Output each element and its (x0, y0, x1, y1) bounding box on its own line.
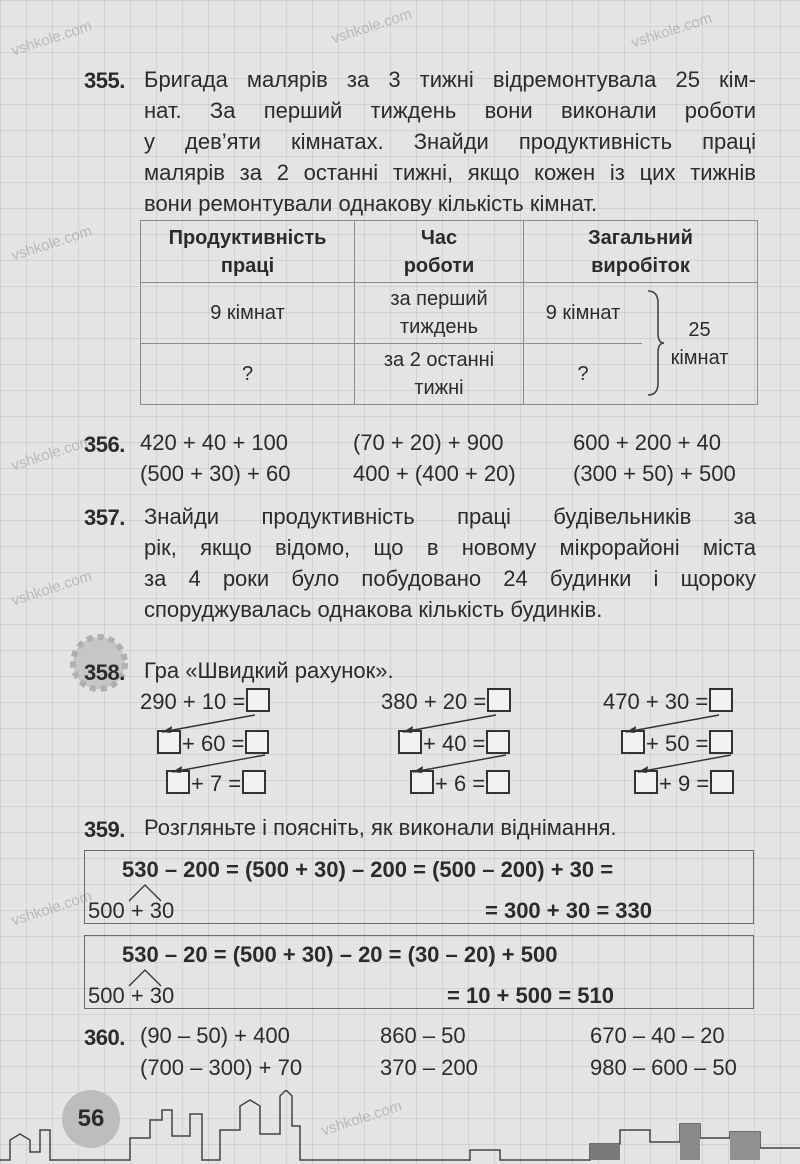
split-text: 500 + 30 (88, 983, 175, 1008)
watermark: vshkole.com (9, 432, 94, 475)
header-cell: Продуктивність праці (141, 221, 355, 283)
chain-start: 380 + 20 = (381, 688, 512, 715)
text-line: малярів за 2 останні тижні, якщо кожен із цих тижнів (144, 160, 756, 185)
result-line: = 300 + 30 = 330 (485, 898, 652, 923)
example-box (84, 935, 754, 1009)
total-cell: 25 кімнат (642, 283, 758, 405)
page-number: 56 (62, 1090, 120, 1148)
watermark: vshkole.com (629, 9, 714, 52)
watermark: vshkole.com (9, 567, 94, 610)
watermark: vshkole.com (329, 5, 414, 48)
table-cell: 9 кімнат (141, 283, 355, 344)
brace-icon (644, 289, 666, 397)
text-line: вони ремонтували однакову кількість кімнат. (144, 191, 598, 216)
watermark: vshkole.com (9, 887, 94, 930)
expression: 670 – 40 – 20 (590, 1023, 725, 1048)
watermark: vshkole.com (9, 17, 94, 60)
text-line: нат. За перший тиждень вони виконали роботи (144, 98, 756, 123)
skyline-decoration (0, 1090, 800, 1164)
chain-step: + 6 = (409, 770, 511, 797)
arrow-icon (150, 712, 260, 736)
result-line: = 10 + 500 = 510 (447, 983, 614, 1008)
chain-step: + 7 = (165, 770, 267, 797)
expression: 600 + 200 + 40 (573, 430, 722, 455)
exercise-number: 360. (84, 1025, 125, 1050)
watermark: vshkole.com (319, 1097, 404, 1140)
exercise-number: 357. (84, 505, 125, 530)
table-cell: ? (141, 344, 355, 405)
answer-box[interactable] (709, 688, 733, 712)
chain-step: + 50 = (620, 730, 734, 757)
expression: 400 + (400 + 20) (353, 461, 516, 486)
text-line: у дев’яти кімнатах. Знайди продуктивність праці (144, 129, 756, 154)
exercise-title: Гра «Швидкий рахунок». (144, 658, 394, 683)
productivity-table (140, 220, 758, 405)
table-cell: 9 кімнат (524, 283, 643, 344)
exercise-number: 355. (84, 68, 125, 93)
arrow-icon (391, 712, 501, 736)
exercise-text (144, 501, 756, 625)
example-line: 530 – 20 = (500 + 30) – 20 = (30 – 20) + 500 (122, 942, 558, 967)
chain-step: + 9 = (633, 770, 735, 797)
answer-box[interactable] (246, 688, 270, 712)
arrow-icon (401, 752, 511, 776)
text-line: за 4 роки було побудовано 24 будинки і щороку (144, 566, 756, 591)
split-text: 500 + 30 (88, 898, 175, 923)
text-line: рік, якщо відомо, що в новому мікрорайоні міста (144, 535, 756, 560)
chain-step: + 60 = (156, 730, 270, 757)
expression: (500 + 30) + 60 (140, 461, 291, 486)
answer-box[interactable] (487, 688, 511, 712)
expression: (700 – 300) + 70 (140, 1055, 303, 1080)
chain-start: 290 + 10 = (140, 688, 271, 715)
expression: (90 – 50) + 400 (140, 1023, 290, 1048)
header-cell: Час роботи (355, 221, 524, 283)
example-line: 530 – 200 = (500 + 30) – 200 = (500 – 200) + 30 = (122, 857, 614, 882)
expression: (300 + 50) + 500 (573, 461, 736, 486)
expression: 420 + 40 + 100 (140, 430, 289, 455)
text-line: Знайди продуктивність праці будівельників за (144, 504, 756, 529)
header-cell: Загальний виробіток (524, 221, 758, 283)
chain-start: 470 + 30 = (603, 688, 734, 715)
exercise-number: 358. (84, 660, 125, 685)
expression: 860 – 50 (380, 1023, 466, 1048)
chain-step: + 40 = (397, 730, 511, 757)
exercise-number: 356. (84, 432, 125, 457)
text-line: споруджувалась однакова кількість будинків. (144, 597, 603, 622)
watermark: vshkole.com (9, 222, 94, 265)
example-box (84, 850, 754, 924)
table-cell: за перший тиждень (355, 283, 524, 344)
text-line: Бригада малярів за 3 тижні відремонтувала 25 кім- (144, 67, 756, 92)
exercise-title: Розгляньте і поясніть, як виконали віднімання. (144, 815, 617, 840)
exercise-number: 359. (84, 817, 125, 842)
table-cell: ? (524, 344, 643, 405)
table-cell: за 2 останні тижні (355, 344, 524, 405)
expression: 370 – 200 (380, 1055, 478, 1080)
expression: 980 – 600 – 50 (590, 1055, 737, 1080)
arrow-icon (160, 752, 270, 776)
exercise-text (144, 64, 756, 219)
expression: (70 + 20) + 900 (353, 430, 504, 455)
arrow-icon (626, 752, 736, 776)
arrow-icon (614, 712, 724, 736)
